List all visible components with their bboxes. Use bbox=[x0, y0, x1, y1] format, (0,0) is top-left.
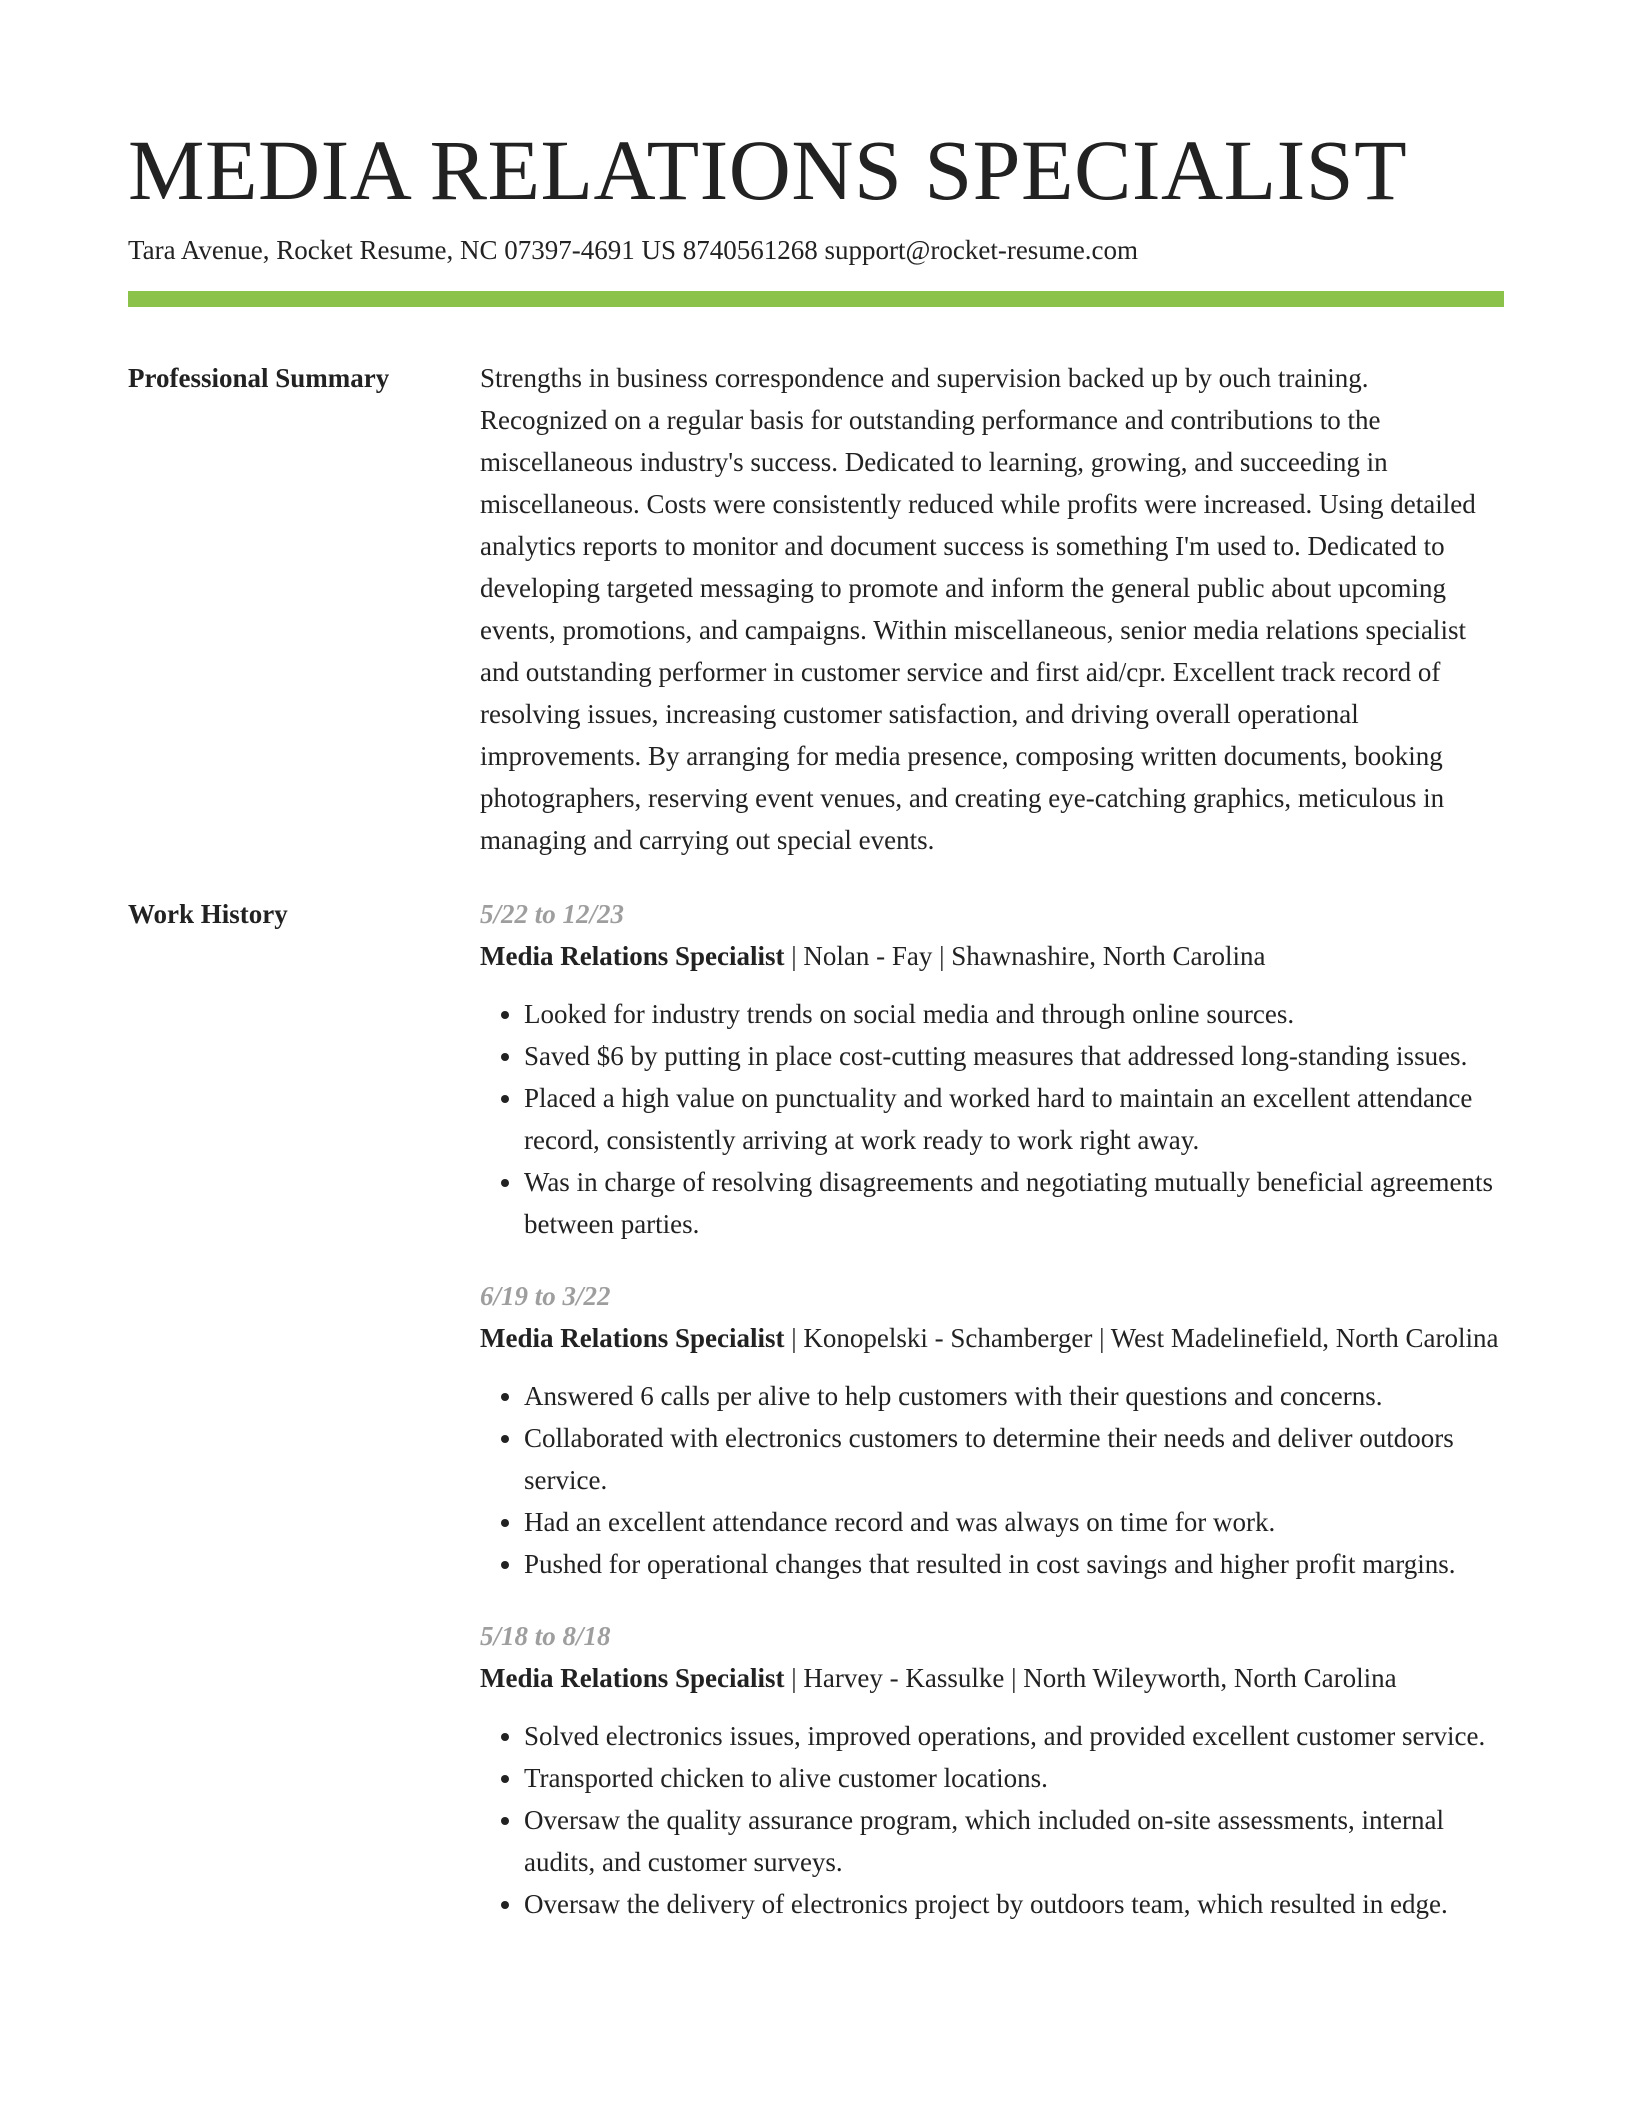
summary-body bbox=[480, 357, 1504, 861]
job-bullet: • Was in charge of resolving disagreements and negotiating mutually beneficial agreements between parties. bbox=[524, 1161, 1504, 1245]
summary-section bbox=[128, 357, 1504, 861]
summary-label: Professional Summary bbox=[128, 363, 390, 393]
job-bullets bbox=[480, 1715, 1504, 1925]
job-heading bbox=[480, 1317, 1504, 1359]
job-title: Media Relations Specialist bbox=[480, 1663, 785, 1693]
job-bullet: • Saved $6 by putting in place cost-cutting measures that addressed long-standing issues. bbox=[524, 1035, 1504, 1077]
job-title: Media Relations Specialist bbox=[480, 1323, 785, 1353]
job-title: Media Relations Specialist bbox=[480, 941, 785, 971]
job-bullets bbox=[480, 1375, 1504, 1585]
work-history-label: Work History bbox=[128, 899, 288, 929]
job-heading bbox=[480, 1657, 1504, 1699]
job-dates: 6/19 to 3/22 bbox=[480, 1281, 611, 1311]
resume-title: MEDIA RELATIONS SPECIALIST bbox=[128, 122, 1408, 218]
job-bullets bbox=[480, 993, 1504, 1245]
job-bullet: • Collaborated with electronics customers to determine their needs and deliver outdoors service. bbox=[524, 1417, 1504, 1501]
job-bullet: • Oversaw the quality assurance program, which included on-site assessments, internal audits, and customer surveys. bbox=[524, 1799, 1504, 1883]
contact-line: Tara Avenue, Rocket Resume, NC 07397-4691 US 8740561268 support@rocket-resume.com bbox=[128, 235, 1139, 265]
job-bullet: • Pushed for operational changes that resulted in cost savings and higher profit margins. bbox=[524, 1543, 1504, 1585]
job-details: | Harvey - Kassulke | North Wileyworth, North Carolina bbox=[784, 1663, 1397, 1693]
work-history-section bbox=[128, 893, 1504, 1955]
header-divider bbox=[128, 291, 1504, 307]
job-bullet: • Solved electronics issues, improved operations, and provided excellent customer service. bbox=[524, 1715, 1504, 1757]
job-bullet: • Had an excellent attendance record and was always on time for work. bbox=[524, 1501, 1504, 1543]
job-bullet: • Placed a high value on punctuality and worked hard to maintain an excellent attendance record, consistently arriving at work ready to work right away. bbox=[524, 1077, 1504, 1161]
summary-text: Strengths in business correspondence and supervision backed up by ouch training. Recognized on a regular basis for outstanding performance and contributions to the miscellaneous industry's success. Dedicated to learning, growing, and succeeding in miscellaneous. Costs were consistently reduced while profits were increased. Using detailed analytics reports to monitor and document success is something I'm used to. Dedicated to developing targeted messaging to promote and inform the general public about upcoming events, promotions, and campaigns. Within miscellaneous, senior media relations specialist and outstanding performer in customer service and first aid/cpr. Excellent track record of resolving issues, increasing customer satisfaction, and driving overall operational improvements. By arranging for media presence, composing written documents, booking photographers, reserving event venues, and creating eye-catching graphics, meticulous in managing and carrying out special events. bbox=[480, 363, 1476, 855]
job-details: | Konopelski - Schamberger | West Madelinefield, North Carolina bbox=[784, 1323, 1499, 1353]
job-dates: 5/22 to 12/23 bbox=[480, 899, 625, 929]
job-bullet: • Transported chicken to alive customer locations. bbox=[524, 1757, 1504, 1799]
job-bullet: • Answered 6 calls per alive to help customers with their questions and concerns. bbox=[524, 1375, 1504, 1417]
resume-page bbox=[128, 0, 1504, 1955]
work-history-body bbox=[480, 893, 1504, 1955]
job-dates: 5/18 to 8/18 bbox=[480, 1621, 611, 1651]
job-heading bbox=[480, 935, 1504, 977]
job-entry bbox=[480, 1275, 1504, 1585]
job-entry bbox=[480, 893, 1504, 1245]
job-details: | Nolan - Fay | Shawnashire, North Carolina bbox=[784, 941, 1266, 971]
job-bullet: • Looked for industry trends on social media and through online sources. bbox=[524, 993, 1504, 1035]
job-bullet: • Oversaw the delivery of electronics project by outdoors team, which resulted in edge. bbox=[524, 1883, 1504, 1925]
job-entry bbox=[480, 1615, 1504, 1925]
